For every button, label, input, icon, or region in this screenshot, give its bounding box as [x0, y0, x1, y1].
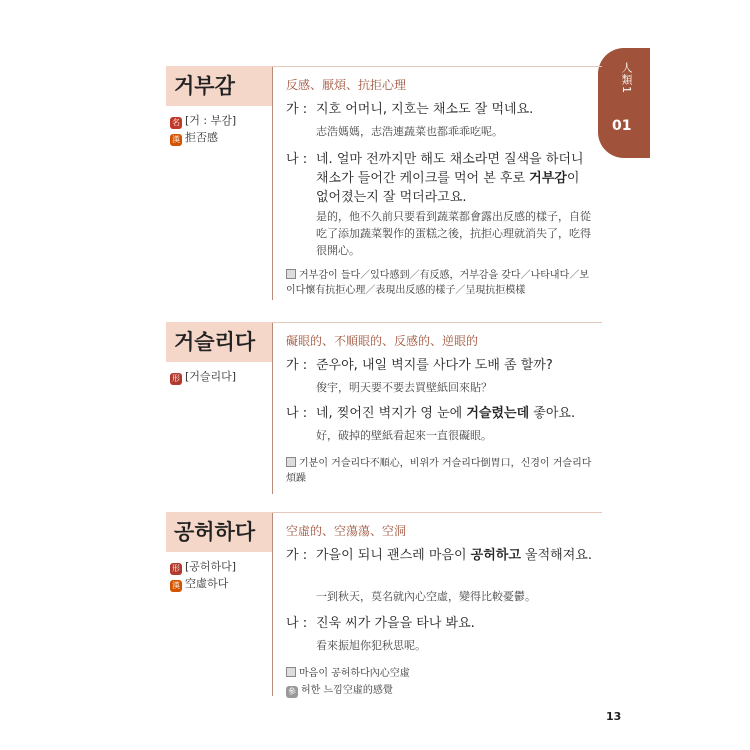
translation-b: 是的，他不久前只要看到蔬菜都會露出反感的樣子，自從吃了添加蔬菜製作的蛋糕之後，抗拒心理就消失了，吃得很開心。 [316, 210, 591, 257]
pronunciation: 形 [거슬리다] [172, 370, 237, 383]
sentence-a: 가 : 준우야, 내일 벽지를 사다가 도배 좀 할까? [286, 358, 553, 373]
hanja-badge: 漢 [172, 135, 180, 144]
divider-vertical [272, 512, 273, 696]
entry-gongheohada [166, 512, 606, 702]
page-number: 13 [606, 710, 622, 723]
usage-note: 거부감이 들다／있다感到／有反感，거부감을 갖다／나타내다／보이다懷有抗拒心理／表現出反感的樣子／呈現抗拒模樣 [286, 270, 589, 296]
pronunciation: 名 [거 : 부감] [172, 114, 237, 127]
divider-horizontal [272, 512, 602, 513]
translation-a: 俊宇，明天要不要去買壁紙回來貼？ [316, 381, 492, 394]
note-icon [286, 667, 296, 677]
adjective-badge: 形 [172, 374, 180, 383]
chapter-category: 人類1 [620, 62, 633, 94]
divider-horizontal [272, 322, 602, 323]
translation-a: 志浩媽媽，志浩連蔬菜也都乖乖吃呢。 [316, 125, 503, 138]
sentence-a: 가 : 지호 어머니, 지호는 채소도 잘 먹네요. [286, 102, 534, 117]
meaning: 礙眼的、不順眼的、反感的、逆眼的 [286, 334, 479, 348]
divider-horizontal [272, 66, 602, 67]
usage-note: 마음이 공허하다內心空虛 [286, 666, 596, 681]
translation-b: 好，破掉的壁紙看起來一直很礙眼。 [316, 429, 492, 442]
meaning: 空虛的、空蕩蕩、空洞 [286, 524, 407, 538]
hanja: 漢 空虛하다 [172, 577, 229, 590]
reference-badge: 參 [288, 687, 296, 696]
translation-a: 一到秋天，莫名就內心空虛，變得比較憂鬱。 [316, 590, 536, 603]
adjective-badge: 形 [172, 564, 180, 573]
translation-b: 看來振旭你犯秋思呢。 [316, 639, 426, 652]
hanja: 漢 拒否感 [172, 131, 218, 144]
note-icon [286, 269, 296, 279]
headword: 거부감 [166, 66, 272, 106]
usage-note: 기분이 거슬리다不順心，비위가 거슬리다倒胃口，신경이 거슬리다煩躁 [286, 458, 592, 484]
divider-vertical [272, 322, 273, 494]
headword: 거슬리다 [166, 322, 272, 362]
reference-note: 參 허한 느낌空虛的感覺 [288, 685, 393, 696]
divider-vertical [272, 66, 273, 300]
sentence-b: 나 : 네. 얼마 전까지만 해도 채소라면 질색을 하더니 채소가 들어간 케이크를 먹어 본 후로 거부감이 없어졌는지 잘 먹더라고요. [286, 152, 584, 205]
note-icon [286, 457, 296, 467]
headword: 공허하다 [166, 512, 272, 552]
sentence-b: 나 : 네, 찢어진 벽지가 영 눈에 거슬렸는데 좋아요. [286, 406, 576, 421]
chapter-number: 01 [612, 118, 632, 134]
noun-badge: 名 [172, 118, 180, 127]
meaning: 反感、厭煩、抗拒心理 [286, 78, 407, 92]
entry-geoseullida [166, 322, 606, 502]
sentence-b: 나 : 진욱 씨가 가을을 타나 봐요. [286, 616, 475, 631]
sentence-a: 가 : 가을이 되니 괜스레 마음이 공허하고 울적해져요. [286, 548, 592, 563]
entry-geobugam [166, 66, 606, 306]
pronunciation: 形 [공허하다] [172, 560, 237, 573]
hanja-badge: 漢 [172, 581, 180, 590]
